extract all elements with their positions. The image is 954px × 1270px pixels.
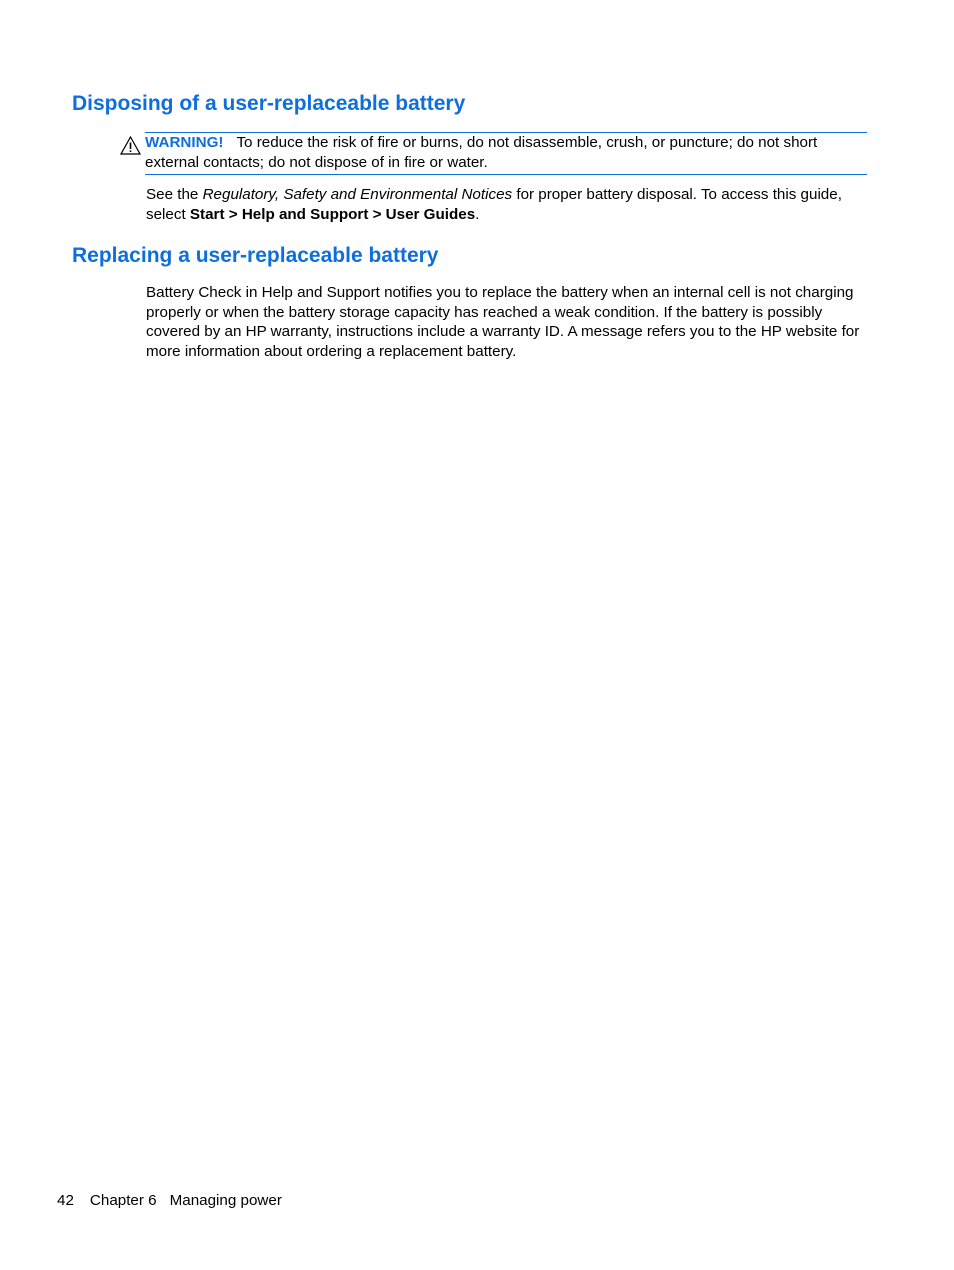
para-text-after: . xyxy=(475,205,480,223)
warning-label: WARNING! xyxy=(145,134,224,151)
page-footer xyxy=(57,1192,282,1209)
warning-text: To reduce the risk of fire or burns, do not disassemble, crush, or puncture; do not short external contacts; do not dispose of in fire or water. xyxy=(145,134,818,171)
page-number: 42 xyxy=(57,1192,74,1209)
chapter-number: Chapter 6 xyxy=(89,1192,157,1209)
document-title: Regulatory, Safety and Environmental Notices xyxy=(202,186,513,203)
warning-triangle-icon xyxy=(120,136,141,155)
para-text-before: See the xyxy=(146,186,203,203)
chapter-title: Managing power xyxy=(169,1192,282,1209)
menu-path: Start > Help and Support > User Guides xyxy=(189,205,476,223)
para-text-middle: for proper battery disposal. To access this guide, select xyxy=(146,186,842,223)
replacing-paragraph: Battery Check in Help and Support notifies you to replace the battery when an internal cell is not charging properly or when the battery storage capacity has reached a weak condition. If the battery is possibly covered by an HP warranty, instructions include a warranty ID. A message refers you to the HP website for more information about ordering a replacement battery. xyxy=(146,284,860,360)
warning-box xyxy=(145,132,867,175)
section-heading-replacing: Replacing a user-replaceable battery xyxy=(72,244,439,267)
disposal-paragraph xyxy=(146,185,868,224)
section-heading-disposing: Disposing of a user-replaceable battery xyxy=(72,92,466,115)
